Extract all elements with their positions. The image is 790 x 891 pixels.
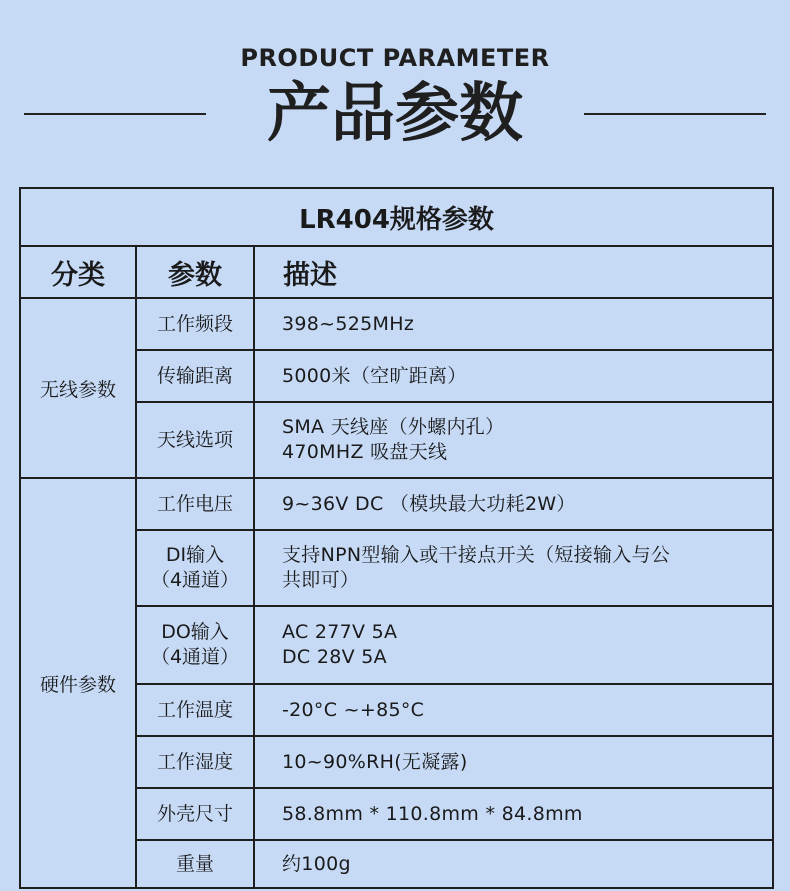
desc-line: 470MHZ 吸盘天线 [282,441,448,463]
desc-cell [254,684,773,736]
param-cell [136,736,254,788]
table-row [20,478,773,530]
param-line: （4通道） [150,646,240,668]
spec-title-row [20,188,773,246]
desc-line: SMA 天线座（外螺内孔） [282,416,505,438]
desc-line: 共即可） [282,569,360,591]
desc-cell [254,402,773,478]
param-line: 传输距离 [156,364,233,387]
param-cell [136,840,254,888]
category-cell: 无线参数 [20,298,136,478]
table-row [20,298,773,350]
param-cell [136,530,254,606]
param-cell [136,478,254,530]
desc-line: 398~525MHz [282,312,415,335]
desc-cell [254,788,773,840]
param-line: 外壳尺寸 [156,802,233,825]
desc-line: 支持NPN型输入或干接点开关（短接输入与公 [282,544,671,566]
page-title: 产品参数 [267,77,523,151]
param-line: （4通道） [150,569,240,591]
desc-line: 10~90%RH(无凝露) [282,750,468,773]
desc-cell [254,298,773,350]
desc-line: DC 28V 5A [282,646,387,668]
param-line: 重量 [175,852,214,875]
header-row [20,246,773,298]
spec-table-title: LR404规格参数 [20,188,773,246]
desc-cell [254,350,773,402]
param-cell [136,350,254,402]
desc-line: 9~36V DC （模块最大功耗2W） [282,492,576,515]
param-line: 天线选项 [156,428,233,451]
param-cell [136,684,254,736]
param-line: 工作电压 [156,492,233,515]
param-line: 工作温度 [156,698,233,721]
param-line: DI输入 [165,544,225,566]
param-line: DO输入 [161,621,229,643]
desc-cell [254,530,773,606]
deco-line-right [584,113,766,115]
header-category: 分类 [20,246,136,298]
desc-line: 约100g [282,852,351,875]
header-desc: 描述 [254,246,773,298]
param-cell [136,606,254,684]
desc-line: AC 277V 5A [282,621,398,643]
page-subtitle: PRODUCT PARAMETER [240,44,550,72]
param-line: 工作湿度 [156,750,233,773]
desc-cell [254,840,773,888]
desc-line: 58.8mm * 110.8mm * 84.8mm [282,802,583,825]
param-cell [136,788,254,840]
desc-line: -20°C ~+85°C [282,698,425,721]
param-line: 工作频段 [156,312,233,335]
category-cell: 硬件参数 [20,478,136,888]
desc-cell [254,736,773,788]
param-cell [136,298,254,350]
desc-cell [254,478,773,530]
spec-table [19,187,774,889]
param-cell [136,402,254,478]
desc-line: 5000米（空旷距离） [282,364,467,387]
desc-cell [254,606,773,684]
header-param: 参数 [136,246,254,298]
